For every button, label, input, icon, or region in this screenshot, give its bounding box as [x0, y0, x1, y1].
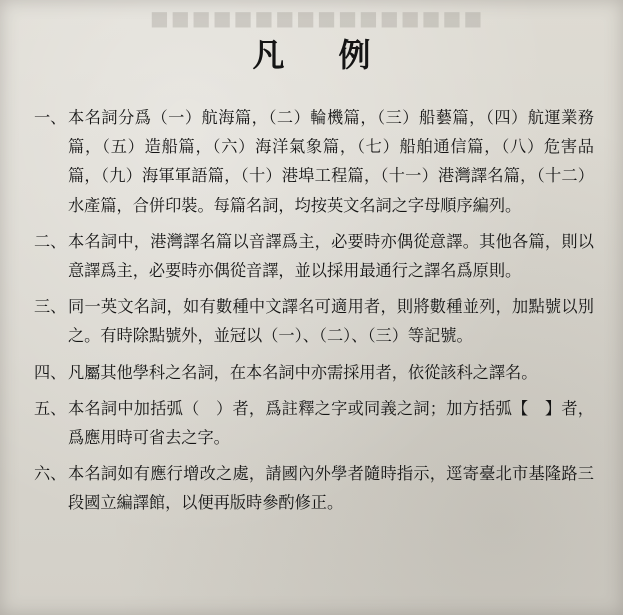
rule-item-2 — [34, 227, 594, 285]
rule-number: 二、 — [34, 231, 67, 251]
rule-number: 六、 — [34, 464, 67, 484]
rule-number: 五、 — [34, 398, 67, 418]
rule-item-1 — [34, 103, 594, 220]
rule-text: 本名詞中加括弧（ ）者，爲註釋之字或同義之詞；加方括弧【 】者，爲應用時可省去之字。 — [68, 398, 594, 448]
rule-item-5 — [34, 394, 594, 452]
rule-text: 凡屬其他學科之名詞，在本名詞中亦需採用者，依從該科之譯名。 — [68, 362, 538, 382]
bleed-through-text: ■■■■■■■■■■■■■■■■ — [150, 6, 485, 30]
rule-text: 同一英文名詞，如有數種中文譯名可適用者，則將數種並列，加點號以別之。有時除點號外，並冠以（一）、（二）、（三）等記號。 — [68, 297, 594, 346]
rule-text: 本名詞中，港灣譯名篇以音譯爲主，必要時亦偶從意譯。其他各篇，則以意譯爲主，必要時亦偶從音譯，並以採用最通行之譯名爲原則。 — [68, 231, 594, 281]
rule-number: 一、 — [34, 108, 67, 127]
rule-text: 本名詞分爲（一）航海篇，（二）輪機篇，（三）船藝篇，（四）航運業務篇，（五）造船篇，（六）海洋氣象篇，（七）船舶通信篇，（八）危害品篇，（九）海軍軍語篇，（十）港埠工程篇，（十一）港灣譯名篇，（十二）水產篇，合併印裝。每篇名詞，均按英文名詞之字母順序編列。 — [68, 108, 594, 215]
rules-list — [34, 103, 594, 525]
rule-item-4 — [34, 358, 594, 387]
rule-number: 四、 — [34, 362, 67, 382]
rule-number: 三、 — [34, 297, 67, 317]
rule-text: 本名詞如有應行增改之處，請國內外學者隨時指示，逕寄臺北市基隆路三段國立編譯館，以便再版時參酌修正。 — [68, 464, 594, 513]
page-title: 凡例 — [252, 36, 425, 74]
rule-item-3 — [34, 292, 594, 350]
rule-item-6 — [34, 459, 594, 517]
